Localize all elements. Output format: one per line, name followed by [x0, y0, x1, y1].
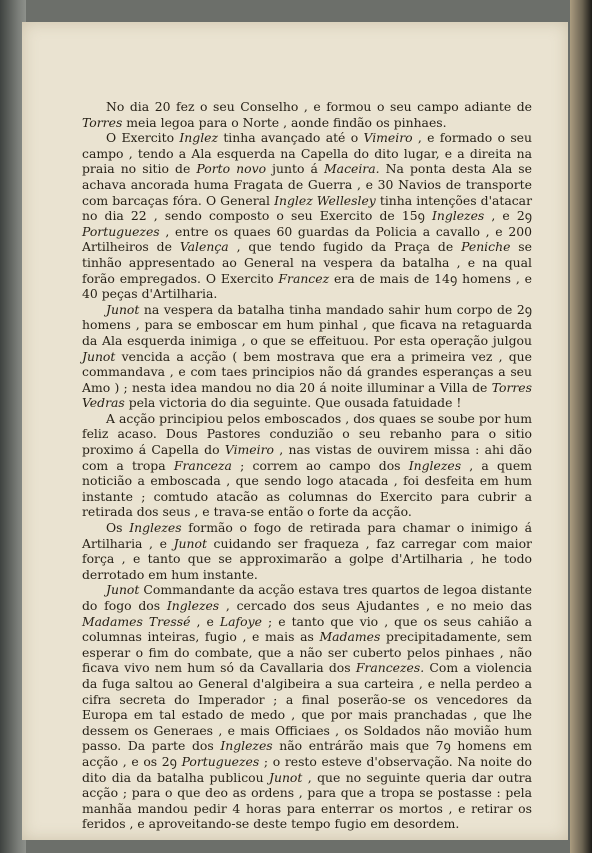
text-run: Commandante da acção estava tres quartos de legoa distante do fogo dos: [82, 582, 532, 613]
text-run: , e: [190, 613, 220, 629]
text-run: formão o fogo de retirada para chamar o inimigo á Artilharia , e: [82, 520, 532, 551]
text-run: , a quem noticião a emboscada , que sendo logo atacada , foi desfeita em hum instante ; comtudo atacão as columnas do Exercito para cubrir a retirada dos seus , e trava-se então o forte da acção.: [82, 457, 532, 520]
italic-run: Maceira.: [324, 161, 380, 177]
text-run: meia legoa para o Norte , aonde findão os pinhaes.: [122, 114, 447, 130]
italic-run: Junot: [106, 301, 140, 317]
text-run: tinha intenções d'atacar no dia 22 , sendo composto o seu Exercito de 15ꝯ: [82, 192, 532, 224]
italic-run: Madames Tressé: [82, 613, 191, 629]
italic-run: Inglezes: [129, 520, 182, 536]
text-run: , que no seguinte queria dar outra acção ; para o que deo as ordens , para que a tropa se postasse : pela manhãa mandou pedir 4 horas para enterrar os mortos , e retirar os feridos , e aproveitando-se deste tempo fugio em desordem.: [82, 769, 532, 832]
italic-run: Junot: [173, 535, 207, 551]
italic-run: Portuguezes: [181, 753, 260, 769]
paragraph-3: [82, 302, 532, 411]
italic-run: Junot: [106, 582, 140, 598]
text-run: O Exercito: [106, 130, 180, 146]
text-run: pela victoria do dia seguinte. Que ousada fatuidade !: [124, 395, 462, 411]
italic-run: Junot: [82, 348, 116, 364]
paragraph-1: [82, 99, 532, 130]
italic-run: Vimeiro: [363, 130, 413, 146]
text-run: ; correm ao campo dos: [231, 457, 409, 473]
italic-run: Vimeiro: [224, 442, 274, 458]
text-run: tinha avançado até o: [218, 130, 364, 146]
text-run: na vespera da batalha tinha mandado sahir hum corpo de 2ꝯ homens , para se emboscar em hum pinhal , que ficava na retaguarda da Ala esquerda inimiga , o que se effeituou. Por esta operação julgou: [82, 301, 532, 348]
italic-run: Francezes.: [355, 660, 425, 676]
italic-run: Madames: [319, 629, 381, 645]
text-run: vencida a acção ( bem mostrava que era a primeira vez , que commandava , e com taes principios não dá grandes esperanças a seu Amo ) ; nesta idea mandou no dia 20 á noite illuminar a Villa de: [82, 348, 532, 395]
italic-run: Franceza: [173, 457, 232, 473]
book-page: [22, 22, 568, 840]
italic-run: Junot: [269, 769, 303, 785]
italic-run: Inglezes: [431, 208, 485, 224]
italic-run: Francez: [278, 270, 330, 286]
text-run: Os: [106, 520, 130, 536]
text-run: cuidando ser fraqueza , faz carregar com maior força , e tanto que se approximarão a golpe d'Artilharia , he todo derrotado em hum instante.: [82, 535, 532, 582]
text-run: não entrárão mais que 7ꝯ homens em acção , e os 2ꝯ: [82, 738, 532, 769]
italic-run: Torres: [82, 114, 123, 130]
text-run: , entre os quaes 60 guardas da Policia a cavallo , e 200 Artilheiros de: [82, 223, 532, 255]
italic-run: Peniche: [461, 239, 511, 255]
italic-run: Inglezes: [166, 598, 220, 613]
text-run: era de mais de 14ꝯ homens , e 40 peças d'Artilharia.: [82, 270, 532, 302]
right-page-edge: [570, 0, 592, 853]
text-run: , que tendo fugido da Praça de: [228, 239, 462, 255]
italic-run: Inglezes: [220, 738, 273, 754]
paragraph-5: [82, 520, 532, 582]
text-run: , cercado dos seus Ajudantes , e no meio das: [219, 598, 532, 613]
page-text: [82, 99, 532, 832]
text-run: , e formado o seu campo , tendo a Ala esquerda na Capella do dito lugar, e a direita na praia no sitio de: [82, 130, 532, 177]
text-run: ; e tanto que vio , que os seus cahião a columnas inteiras, fugio , e mais as: [82, 613, 532, 645]
paragraph-6: [82, 582, 532, 832]
text-run: junto á: [266, 161, 324, 177]
paragraph-4: [82, 411, 532, 520]
text-run: Com a violencia da fuga saltou ao General d'algibeira a sua carteira , e nella perdeo a cifra secreta do Imperador ; a final poserão-se os vencedores da Europa em tal estado de medo , que por mais pranchadas , que lhe dessem os Generaes , e mais Officiaes , os Soldados não movião hum passo. Da parte dos: [82, 660, 532, 754]
italic-run: Porto novo: [196, 161, 267, 177]
italic-run: Inglezes: [408, 457, 462, 473]
text-run: , e 2ꝯ: [484, 208, 532, 224]
italic-run: Inglez: [179, 130, 219, 146]
italic-run: Inglez Wellesley: [274, 192, 376, 208]
paragraph-2: [82, 130, 532, 302]
text-run: ; o resto esteve d'observação. Na noite do dito dia da batalha publicou: [82, 753, 533, 785]
italic-run: Torres Vedras: [82, 379, 532, 411]
text-run: se tinhão appresentado ao General na vespera da batalha , e na qual forão empregados. O Exercito: [82, 239, 532, 286]
italic-run: Lafoye: [219, 613, 262, 629]
text-run: A acção principiou pelos emboscados , dos quaes se soube por hum feliz acaso. Dous Pastores conduzião o seu rebanho para o sitio proximo á Capella do: [82, 410, 532, 458]
italic-run: Portuguezes: [82, 223, 160, 239]
text-run: No dia 20 fez o seu Conselho , e formou o seu campo adiante de: [106, 99, 532, 114]
text-run: precipitadamente, sem esperar o fim do combate, que a não ser cuberto pelos pinhaes , não ficava vivo nem hum só da Cavallaria dos: [82, 629, 532, 676]
italic-run: Valença: [179, 239, 229, 255]
text-run: Na ponta desta Ala se achava ancorada huma Fragata de Guerra , e 30 Navios de transporte com barcaças fóra. O General: [82, 161, 532, 208]
text-run: , nas vistas de ouvirem missa : ahi dão com a tropa: [82, 442, 533, 473]
